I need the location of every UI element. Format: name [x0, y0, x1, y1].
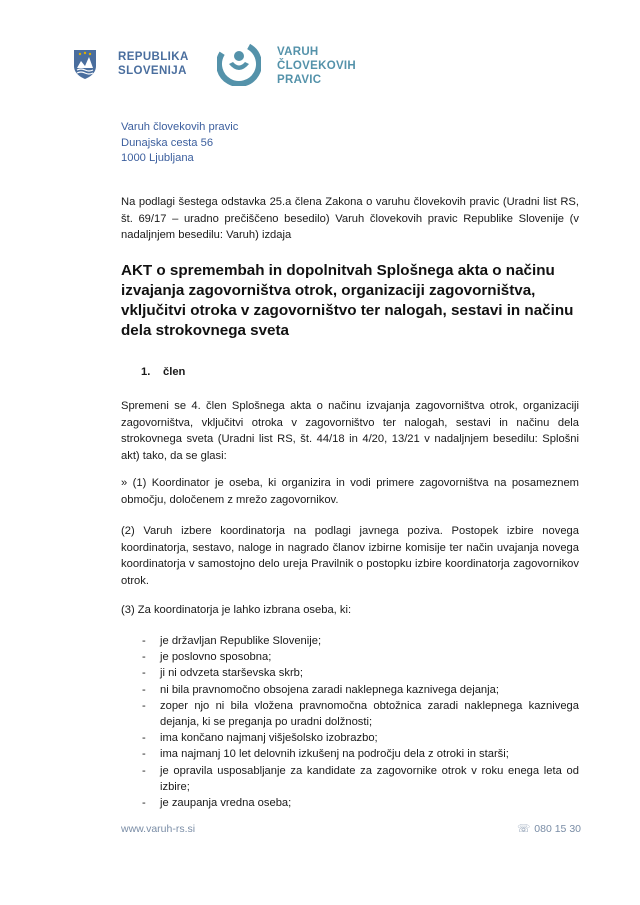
slovenia-coat-of-arms-icon: [72, 48, 98, 80]
list-item: - ima najmanj 10 let delovnih izkušenj na področju dela z otroki in starši;: [142, 748, 509, 761]
list-item: - je opravila usposabljanje za kandidate za zagovornike otrok v roku enega leta od izbire;: [142, 764, 579, 793]
address-line-city: 1000 Ljubljana: [121, 152, 194, 164]
website-link[interactable]: www.varuh-rs.si: [121, 823, 196, 835]
list-item: - je zaupanja vredna oseba;: [142, 797, 292, 810]
address-line-street: Dunajska cesta 56: [121, 136, 214, 149]
address-line-name: Varuh človekovih pravic: [121, 121, 239, 133]
list-item: - ima končano najmanj višješolsko izobrazbo;: [142, 732, 378, 745]
article-number: 1.: [141, 366, 151, 378]
telephone-icon: ☏: [517, 823, 531, 835]
sender-address: [121, 120, 238, 167]
paragraph-2: (2) Varuh izbere koordinatorja na podlagi javnega poziva. Postopek izbire novega koordinatorja, sestavo, naloge in nagrado članov izbirne komisije ter način uvajanja novega koordinatorja v samostojno delo ureja Pravilnik o postopku izbire koordinatorja zagovornikov otrok.: [121, 525, 579, 587]
document-title: AKT o spremembah in dopolnitvah Splošnega akta o načinu izvajanja zagovorništva otrok, organizaciji zagovorništva, vključitvi otroka v zagovorništvo ter nalogah, sestavi in načinu dela strokovnega sveta: [121, 262, 574, 339]
paragraph-1: » (1) Koordinator je oseba, ki organizira in vodi primere zagovorništva na posameznem območju, določenem z mrežo zagovornikov.: [121, 477, 579, 506]
list-item: - je državljan Republike Slovenije;: [142, 635, 322, 647]
list-item: - ni bila pravnomočno obsojena zaradi naklepnega kaznivega dejanja;: [142, 683, 499, 696]
article-heading: [141, 366, 185, 378]
intro-paragraph: Na podlagi šestega odstavka 25.a člena Zakona o varuhu človekovih pravic (Uradni list RS, št. 69/17 – uradno prečiščeno besedilo) Varuh človekovih pravic Republike Slovenije (v nadaljnjem besedilu: Varuh) izdaja: [121, 196, 579, 241]
varuh-logo-text: VARUH ČLOVEKOVIH PRAVIC: [277, 46, 357, 86]
varuh-figure-icon: [217, 42, 261, 86]
republika-slovenija-text: REPUBLIKA SLOVENIJA: [118, 51, 189, 77]
page-header: [72, 42, 572, 90]
conditions-list: [121, 633, 579, 811]
list-item: - ji ni odvzeta starševska skrb;: [142, 667, 304, 680]
list-item: - je poslovno sposobna;: [142, 651, 272, 664]
paragraph-amendment: Spremeni se 4. člen Splošnega akta o načinu izvajanja zagovorništva otrok, organizaciji zagovorništva, vključitvi otroka v zagovorništvo ter nalogah, sestavi in načinu dela strokovnega sveta (Uradni list RS, št. 44/18 in 4/20, 13/21 v nadaljnjem besedilu: Splošni akt) tako, da se glasi:: [121, 400, 579, 462]
article-label: člen: [163, 366, 186, 378]
paragraph-3: (3) Za koordinatorja je lahko izbrana oseba, ki:: [121, 604, 352, 616]
phone-number[interactable]: ☏ 080 15 30: [517, 823, 581, 835]
list-item: - zoper njo ni bila vložena pravnomočna obtožnica zaradi naklepnega kaznivega dejanja, ki se preganja po uradni dolžnosti;: [142, 699, 579, 729]
